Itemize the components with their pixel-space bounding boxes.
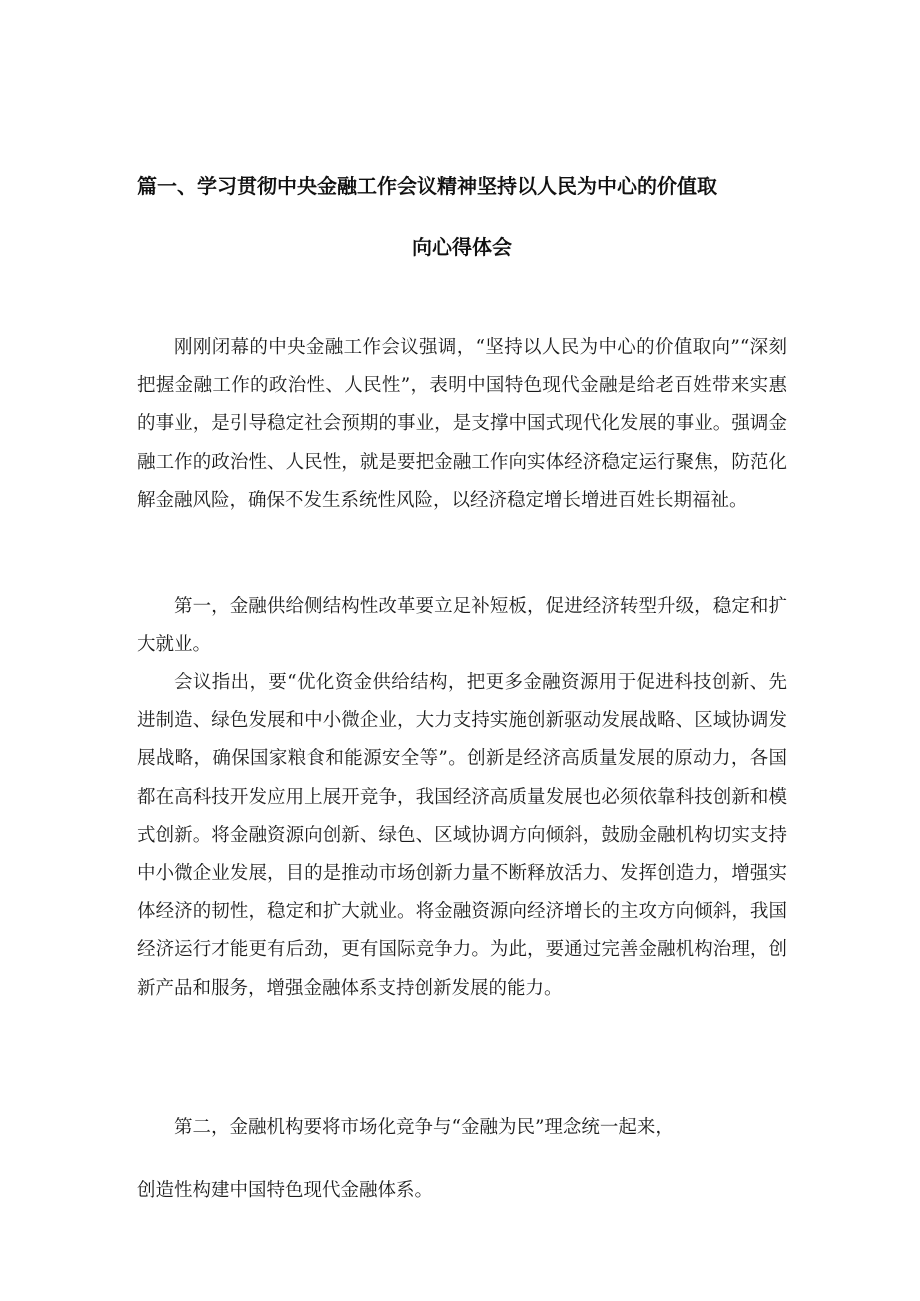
paragraph-text: 第二，金融机构要将市场化竞争与“金融为民”理念统一起来，	[174, 1117, 674, 1138]
paragraph-point-one	[137, 588, 787, 664]
paragraph-text: 会议指出，要“优化资金供给结构，把更多金融资源用于促进科技创新、先进制造、绿色发展和中小微企业，大力支持实施创新驱动发展战略、区域协调发展战略，确保国家粮食和能源安全等”。创新是经济高质量发展的原动力，各国都在高科技开发应用上展开竞争，我国经济高质量发展也必须依靠科技创新和模式创新。将金融资源向创新、绿色、区域协调方向倾斜，鼓励金融机构切实支持中小微企业发展，目的是推动市场创新力量不断释放活力、发挥创造力，增强实体经济的韧性，稳定和扩大就业。将金融资源向经济增长的主攻方向倾斜，我国经济运行才能更有后劲，更有国际竞争力。为此，要通过完善金融机构治理，创新产品和服务，增强金融体系支持创新发展的能力。	[137, 672, 787, 999]
paragraph-meeting-notes	[137, 664, 787, 1008]
paragraph-text: 刚刚闭幕的中央金融工作会议强调，“坚持以人民为中心的价值取向”“深刻把握金融工作的政治性、人民性”，表明中国特色现代金融是给老百姓带来实惠的事业，是引导稳定社会预期的事业，是支撑中国式现代化发展的事业。强调金融工作的政治性、人民性，就是要把金融工作向实体经济稳定运行聚焦，防范化解金融风险，确保不发生系统性风险，以经济稳定增长增进百姓长期福祉。	[137, 337, 787, 511]
document-title-line-1: 篇一、学习贯彻中央金融工作会议精神坚持以人民为中心的价值取	[137, 174, 717, 198]
paragraph-point-two	[137, 1109, 787, 1147]
paragraph-intro	[137, 329, 787, 520]
paragraph-text: 第一，金融供给侧结构性改革要立足补短板，促进经济转型升级，稳定和扩大就业。	[137, 596, 787, 656]
paragraph-point-two-continued	[137, 1172, 787, 1210]
document-title-line-2: 向心得体会	[412, 235, 512, 259]
paragraph-text: 创造性构建中国特色现代金融体系。	[137, 1180, 434, 1201]
